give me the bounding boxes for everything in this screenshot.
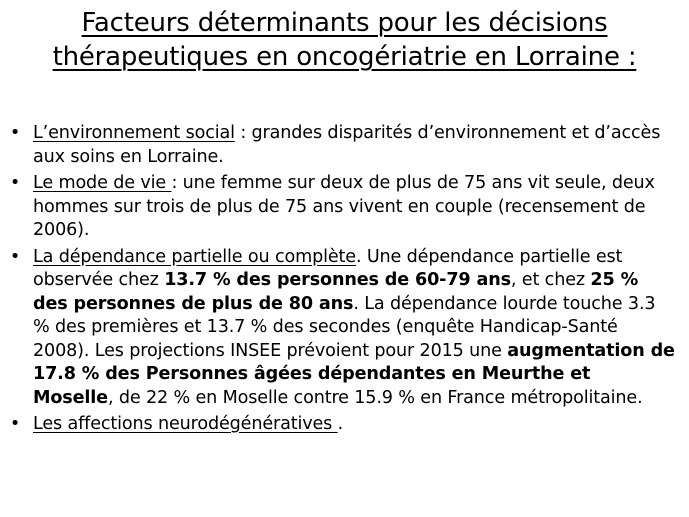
bullet-neurodegenerative — [0, 413, 689, 437]
bullet-text: : une femme sur deux de plus de 75 ans vit seule, deux hommes sur trois de plus de 75 ans vivent en couple (recensement de 2006). — [33, 173, 655, 240]
bullet-text: , de 22 % en Moselle contre 15.9 % en France métropolitaine. — [107, 387, 643, 408]
title-line-1: Facteurs déterminants pour les décisions — [81, 8, 608, 38]
bullet-lifestyle — [0, 172, 689, 243]
bullet-dependency — [0, 246, 689, 411]
bullet-dot-icon: • — [9, 414, 21, 434]
bullet-dot-icon: • — [9, 246, 21, 267]
bullet-text: : grandes disparités d’environnement et d’accès aux soins en Lorraine. — [33, 123, 661, 167]
slide-title — [8, 6, 681, 74]
bullet-bold-text: augmentation de 17.8 % des Personnes âgées dépendantes en Meurthe et Moselle — [33, 340, 675, 408]
bullet-text: , et chez — [510, 270, 591, 290]
bullet-heading: L’environnement social — [33, 123, 235, 143]
bullet-text: . La dépendance lourde touche 3.3 % des premières et 13.7 % des secondes (enquête Handicap-Santé 2008). Les projections INSEE prévoient pour 2015 une — [33, 293, 656, 361]
bullet-bold-text: 13.7 % des personnes de 60-79 ans — [164, 270, 511, 290]
bullet-heading: Les affections neurodégénératives — [33, 414, 338, 434]
bullet-social-environment — [0, 122, 689, 169]
bullet-text: . Une dépendance partielle est observée chez — [33, 246, 623, 290]
bullet-list — [0, 122, 689, 440]
bullet-heading: Le mode de vie — [33, 173, 172, 193]
bullet-dot-icon: • — [9, 123, 21, 143]
bullet-text: . — [337, 414, 344, 434]
title-line-2: thérapeutiques en oncogériatrie en Lorraine : — [52, 42, 637, 72]
bullet-bold-text: 25 % des personnes de plus de 80 ans — [33, 270, 639, 314]
bullet-heading: La dépendance partielle ou complète — [33, 246, 356, 267]
bullet-dot-icon: • — [9, 173, 21, 193]
